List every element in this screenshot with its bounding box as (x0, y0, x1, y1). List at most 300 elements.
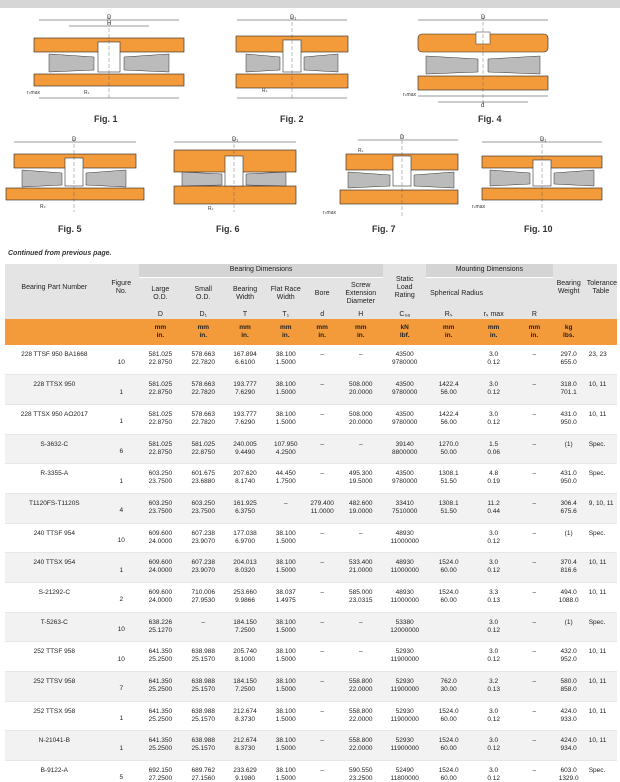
value-cell-c (383, 672, 426, 702)
value-secondary: 11000000 (390, 537, 419, 545)
value-cell-d1 (182, 612, 225, 642)
value-cell-d (139, 612, 182, 642)
value-secondary: 9780000 (392, 418, 418, 426)
value-cell-t (225, 553, 266, 583)
part-number: 240 TTSX 954 (5, 553, 104, 583)
value-secondary: 27.1560 (191, 775, 215, 782)
value-primary: 44.450 (275, 470, 296, 478)
unit-secondary: lbf. (399, 332, 410, 339)
tolerance-table: Spec. (585, 612, 617, 642)
value-cell-w (553, 345, 585, 375)
value-primary: – (320, 529, 324, 537)
value-primary: – (283, 499, 288, 507)
value-secondary: 60.00 (440, 715, 457, 723)
value-primary: 3.0 (489, 648, 499, 656)
sym-Rs: Rₛ (426, 311, 471, 319)
value-primary: 603.250 (148, 499, 173, 507)
value-cell-d (139, 404, 182, 434)
value-primary: 581.025 (191, 440, 215, 448)
value-secondary: 25.1570 (191, 656, 215, 664)
value-secondary: 60.00 (440, 775, 457, 782)
header-bearing-width: Bearing Width (225, 277, 266, 311)
table-row (5, 375, 617, 405)
svg-text:D₁: D₁ (540, 137, 547, 143)
figure-1-label: Fig. 1 (94, 114, 118, 124)
value-primary: 558.800 (349, 678, 373, 686)
figure-6-diagram (160, 136, 310, 216)
value-primary: 107.950 (274, 440, 298, 448)
value-primary: 1524.0 (438, 589, 459, 596)
unit-primary: kN (400, 324, 409, 331)
unit-secondary: in. (156, 332, 165, 339)
value-secondary: 50.00 (440, 448, 457, 456)
value-cell-t1 (265, 583, 306, 613)
value-primary: 52930 (395, 707, 414, 715)
unit-secondary: in. (444, 332, 453, 339)
value-primary: – (532, 648, 537, 656)
value-cell-c (383, 731, 426, 761)
value-cell-t1 (265, 612, 306, 642)
value-secondary: 1.5000 (275, 745, 296, 753)
value-primary: 508.000 (349, 381, 373, 389)
value-cell-d (139, 434, 182, 464)
value-secondary: 1.5000 (275, 775, 296, 782)
value-cell-d1 (182, 345, 225, 375)
value-secondary: 8800000 (392, 448, 418, 456)
value-secondary: 6.9700 (235, 537, 255, 545)
table-row (5, 434, 617, 464)
value-cell-d (306, 701, 338, 731)
figure-number: 4 (104, 493, 139, 523)
value-secondary: 11000000 (390, 597, 419, 604)
value-primary: (1) (564, 440, 573, 448)
value-secondary: 11800000 (390, 775, 419, 782)
header-bearing-weight: Bearing Weight (553, 264, 585, 311)
value-secondary: 25.2500 (148, 656, 173, 664)
value-primary: 38.100 (275, 559, 296, 567)
value-secondary: 8.1740 (235, 478, 255, 486)
unit-cell (306, 319, 338, 345)
value-primary: 38.100 (275, 410, 296, 418)
value-cell-d (306, 583, 338, 613)
value-primary: 578.663 (191, 381, 215, 389)
unit-secondary: in. (318, 332, 326, 339)
unit-cell (182, 319, 225, 345)
value-primary: 43500 (395, 351, 414, 358)
value-primary: – (201, 618, 206, 626)
value-primary: – (532, 440, 537, 448)
value-cell-d (306, 523, 338, 553)
sym-D: D (139, 311, 182, 319)
svg-text:Rₛ: Rₛ (40, 204, 46, 210)
svg-text:rₛmax: rₛmax (472, 204, 485, 210)
value-primary: 689.762 (191, 767, 215, 775)
value-secondary: 60.00 (440, 567, 457, 575)
value-primary: 692.150 (148, 767, 173, 775)
value-primary: 38.100 (275, 529, 296, 537)
value-cell-w (553, 493, 585, 523)
value-secondary: 7.6290 (235, 418, 255, 426)
value-primary: 48930 (395, 559, 414, 567)
value-cell-c (383, 493, 426, 523)
value-secondary: 25.1570 (191, 686, 215, 694)
value-primary: 53380 (395, 618, 414, 626)
value-primary: 52930 (395, 678, 414, 686)
value-secondary: 22.8750 (148, 418, 173, 426)
value-secondary: 0.12 (487, 626, 500, 634)
value-primary: 603.0 (560, 767, 577, 775)
value-secondary: 25.2500 (148, 715, 173, 723)
value-cell-t1 (265, 404, 306, 434)
value-secondary: 0.12 (487, 537, 500, 545)
value-primary: 3.2 (489, 678, 499, 686)
value-primary: 482.600 (349, 499, 373, 507)
value-cell-d1 (182, 701, 225, 731)
unit-primary: mm (197, 324, 210, 331)
value-secondary: 0.13 (487, 686, 500, 694)
units-row (5, 319, 617, 345)
unit-cell (426, 319, 471, 345)
value-primary: 370.4 (560, 559, 577, 567)
value-cell-d1 (182, 404, 225, 434)
figure-number: 7 (104, 672, 139, 702)
value-primary: 3.0 (489, 410, 499, 418)
value-cell-c (383, 553, 426, 583)
value-cell-t (225, 375, 266, 405)
value-primary: 205.740 (233, 648, 257, 656)
value-secondary: 23.9070 (191, 567, 215, 575)
value-secondary: 1088.0 (558, 597, 579, 604)
figure-number: 1 (104, 464, 139, 494)
value-cell-r (516, 731, 552, 761)
value-primary: 184.150 (233, 618, 257, 626)
value-secondary: 9780000 (392, 359, 418, 366)
unit-primary: mm (442, 324, 455, 331)
figure-2-label: Fig. 2 (280, 114, 304, 124)
value-secondary: 51.50 (440, 478, 457, 486)
value-primary: 601.675 (191, 470, 215, 478)
value-cell-c (383, 701, 426, 731)
part-number: 252 TTSV 958 (5, 672, 104, 702)
table-row (5, 464, 617, 494)
value-primary: – (532, 351, 537, 358)
value-primary: – (532, 589, 537, 596)
value-cell-t (225, 612, 266, 642)
unit-secondary: in. (489, 332, 498, 339)
part-number: 228 TTSF 950 BA1668 (5, 345, 104, 375)
value-primary: 38.100 (275, 381, 296, 389)
figure-number: 5 (104, 761, 139, 782)
value-cell-t1 (265, 434, 306, 464)
value-primary: – (320, 737, 324, 745)
value-secondary: 23.2500 (349, 775, 373, 782)
value-cell-d (306, 345, 338, 375)
value-secondary: 56.00 (440, 389, 457, 397)
tolerance-table: 10, 11 (585, 731, 617, 761)
value-primary: 38.100 (275, 351, 296, 358)
value-cell-c (383, 345, 426, 375)
unit-cell (516, 319, 552, 345)
value-cell-rs (426, 583, 471, 613)
value-cell-d (306, 434, 338, 464)
figure-7-diagram (318, 132, 468, 220)
header-part-number: Bearing Part Number (5, 264, 104, 311)
value-cell-w (553, 761, 585, 782)
value-cell-rs (471, 731, 516, 761)
tolerance-table: 10, 11 (585, 583, 617, 613)
tolerance-table: Spec. (585, 523, 617, 553)
value-primary: 1524.0 (438, 707, 459, 715)
unit-cell (553, 319, 585, 345)
value-primary: 3.0 (489, 559, 499, 567)
value-primary: – (358, 440, 363, 448)
figure-2-diagram (222, 12, 362, 104)
table-row (5, 761, 617, 782)
value-secondary: 934.0 (560, 745, 577, 753)
figure-number: 1 (104, 553, 139, 583)
part-number: T1120FS-T1120S (5, 493, 104, 523)
value-cell-c (383, 404, 426, 434)
value-secondary: 6.6100 (235, 359, 255, 366)
value-primary: – (358, 351, 363, 358)
value-secondary: 20.0000 (349, 418, 373, 426)
value-primary: 641.350 (148, 737, 173, 745)
value-secondary: 8.3730 (235, 745, 255, 753)
part-number: R-3355-A (5, 464, 104, 494)
value-cell-h (338, 404, 383, 434)
value-primary: – (320, 767, 324, 775)
value-secondary: 6.3750 (235, 507, 255, 515)
value-primary: – (320, 381, 324, 389)
value-secondary: 23.9070 (191, 537, 215, 545)
value-primary: – (320, 559, 324, 567)
value-cell-rs (426, 672, 471, 702)
value-primary: – (358, 618, 363, 626)
value-cell-r (516, 523, 552, 553)
table-row (5, 612, 617, 642)
value-primary: – (532, 499, 537, 507)
part-number: S-3632-C (5, 434, 104, 464)
value-secondary: 0.12 (487, 656, 500, 664)
tolerance-table: 9, 10, 11 (585, 493, 617, 523)
header-tolerance-table: Tolerance Table (585, 264, 617, 311)
figure-4-label: Fig. 4 (478, 114, 502, 124)
value-cell-d (306, 761, 338, 782)
value-cell-d (306, 642, 338, 672)
svg-text:Rₛ: Rₛ (358, 148, 364, 154)
value-cell-t (225, 583, 266, 613)
value-cell-t (225, 345, 266, 375)
value-secondary: 22.7820 (191, 359, 215, 366)
value-cell-d (139, 375, 182, 405)
svg-text:rₛmax: rₛmax (403, 92, 416, 98)
value-cell-t1 (265, 523, 306, 553)
value-primary: 638.988 (191, 678, 215, 686)
value-primary: 581.025 (148, 410, 173, 418)
value-cell-d (139, 493, 182, 523)
value-primary: 585.000 (349, 589, 373, 596)
value-cell-r (516, 375, 552, 405)
value-cell-h (338, 375, 383, 405)
unit-cell (104, 319, 139, 345)
value-primary: 318.0 (560, 381, 577, 389)
tolerance-table: 10, 11 (585, 404, 617, 434)
unit-secondary: in. (199, 332, 208, 339)
value-primary: 508.000 (349, 410, 373, 418)
figure-number: 2 (104, 583, 139, 613)
value-primary: 3.3 (489, 589, 499, 596)
value-cell-d (139, 553, 182, 583)
value-cell-r (516, 553, 552, 583)
value-primary: 1270.0 (438, 440, 459, 448)
value-secondary: 4.2500 (275, 448, 296, 456)
value-secondary: 60.00 (440, 745, 457, 753)
sym-d: d (306, 311, 338, 319)
unit-secondary: in. (281, 332, 290, 339)
unit-primary: mm (279, 324, 292, 331)
header-spherical-radius: Spherical Radius (426, 277, 516, 311)
table-row (5, 404, 617, 434)
value-primary: 233.629 (233, 767, 257, 775)
value-secondary: 1.5000 (275, 715, 296, 723)
tolerance-table: Spec. (585, 464, 617, 494)
value-secondary: 22.0000 (349, 745, 373, 753)
value-secondary: 933.0 (560, 715, 577, 723)
figure-number: 10 (104, 345, 139, 375)
value-secondary: 27.2500 (148, 775, 173, 782)
figure-number: 10 (104, 523, 139, 553)
value-cell-t1 (265, 375, 306, 405)
value-secondary: 22.8750 (191, 448, 215, 456)
value-primary: 161.925 (233, 499, 257, 507)
value-cell-d (139, 761, 182, 782)
value-secondary: 1.7500 (275, 478, 296, 486)
value-primary: – (532, 410, 537, 418)
table-row (5, 583, 617, 613)
value-primary: 38.100 (275, 767, 296, 775)
value-cell-d (306, 553, 338, 583)
value-secondary: 20.0000 (349, 389, 373, 397)
value-primary: 609.600 (148, 559, 173, 567)
value-secondary: 7.2500 (235, 626, 255, 634)
value-cell-h (338, 642, 383, 672)
value-primary: 193.777 (233, 410, 257, 418)
value-secondary: 1329.0 (558, 775, 579, 782)
sym-H: H (338, 311, 383, 319)
value-secondary: 24.0000 (148, 537, 173, 545)
value-cell-w (553, 434, 585, 464)
svg-text:rₛmax: rₛmax (323, 210, 336, 216)
value-primary: 603.250 (148, 470, 173, 478)
value-secondary: 11.0000 (310, 507, 334, 515)
value-primary: 641.350 (148, 707, 173, 715)
svg-text:d: d (481, 103, 485, 108)
value-primary: 279.400 (310, 499, 334, 507)
unit-primary: mm (487, 324, 500, 331)
value-cell-rs (426, 493, 471, 523)
value-cell-h (338, 464, 383, 494)
value-primary: 638.226 (148, 618, 173, 626)
value-secondary: 816.6 (560, 567, 577, 575)
value-cell-t1 (265, 672, 306, 702)
value-primary: 48930 (395, 529, 414, 537)
value-secondary: 12000000 (390, 626, 420, 634)
value-primary: 431.0 (560, 410, 577, 418)
value-cell-rs (426, 701, 471, 731)
value-cell-rs (426, 731, 471, 761)
value-primary: 38.100 (275, 648, 296, 656)
value-cell-h (338, 761, 383, 782)
tolerance-table: Spec. (585, 761, 617, 782)
value-primary: 558.800 (349, 707, 373, 715)
value-primary: 39140 (395, 440, 414, 448)
unit-primary: mm (354, 324, 367, 331)
value-primary: – (320, 678, 324, 686)
value-cell-c (383, 612, 426, 642)
value-primary: 558.800 (349, 737, 373, 745)
value-secondary: 1.5000 (275, 418, 296, 426)
value-secondary: 56.00 (440, 418, 457, 426)
value-cell-w (553, 642, 585, 672)
value-secondary: 22.8750 (148, 359, 173, 366)
value-primary: – (532, 470, 537, 478)
value-cell-h (338, 523, 383, 553)
unit-secondary: in. (356, 332, 365, 339)
value-cell-c (383, 375, 426, 405)
value-cell-rs (426, 553, 471, 583)
unit-secondary: lbs. (563, 332, 575, 339)
header-screw-extension: Screw Extension Diameter (338, 277, 383, 311)
bearing-spec-table (5, 264, 617, 782)
value-cell-t (225, 493, 266, 523)
value-cell-rs (426, 404, 471, 434)
value-cell-w (553, 672, 585, 702)
value-secondary: 1.4975 (275, 597, 296, 604)
value-primary: 3.0 (489, 381, 499, 389)
value-primary: 581.025 (148, 351, 173, 358)
header-flat-race-width: Flat Race Width (265, 277, 306, 311)
value-cell-d (306, 493, 338, 523)
unit-cell (471, 319, 516, 345)
header-bore: Bore (306, 277, 338, 311)
tolerance-table: Spec. (585, 434, 617, 464)
value-primary: 1308.1 (438, 499, 459, 507)
tolerance-table: 10, 11 (585, 701, 617, 731)
value-secondary: 24.0000 (148, 567, 173, 575)
value-secondary: 22.0000 (349, 715, 373, 723)
value-secondary: 1.5000 (275, 686, 296, 694)
value-primary: 38.100 (275, 707, 296, 715)
value-primary: 609.600 (148, 529, 173, 537)
table-row (5, 672, 617, 702)
value-primary: 578.663 (191, 351, 215, 358)
value-cell-d1 (182, 553, 225, 583)
value-secondary: 8.1000 (235, 656, 255, 664)
value-primary: 38.100 (275, 737, 296, 745)
figure-5-label: Fig. 5 (58, 224, 82, 234)
value-primary: – (358, 529, 363, 537)
value-secondary: 8.3730 (235, 715, 255, 723)
unit-secondary: in. (241, 332, 249, 339)
value-cell-h (338, 731, 383, 761)
value-primary: 43500 (395, 470, 414, 478)
value-secondary: 1.5000 (275, 359, 296, 366)
figure-number: 10 (104, 612, 139, 642)
value-cell-rs (471, 553, 516, 583)
value-primary: – (320, 470, 324, 478)
value-cell-c (383, 464, 426, 494)
figure-7-label: Fig. 7 (372, 224, 396, 234)
